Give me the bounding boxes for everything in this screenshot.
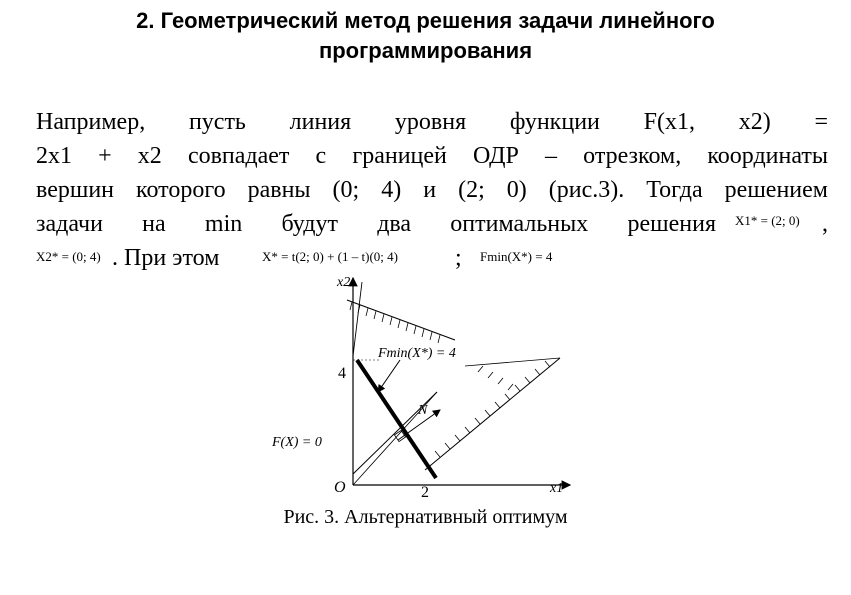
constraint-hatching-upper [350, 302, 440, 343]
formula-x1-star: X1* = (2; 0) [735, 213, 800, 228]
formula-x2-star: X2* = (0; 4) [36, 249, 101, 264]
formula-f-min: Fmin(X*) = 4 [480, 249, 553, 264]
paragraph-line-2: 2x1 + x2 совпадает с границей ОДР – отрезком, координаты [36, 143, 828, 169]
origin-label: O [334, 479, 346, 496]
normal-label: N [418, 403, 428, 418]
constraint-line-upper [347, 300, 455, 340]
level-line-extension [353, 282, 362, 356]
tick-label-y: 4 [338, 365, 346, 382]
paragraph-line-5-semicolon: ; [455, 245, 462, 271]
optimal-segment [357, 360, 436, 478]
fmin-label: Fmin(X*) = 4 [378, 346, 456, 361]
axis-x-label: x1 [550, 481, 564, 496]
figure-caption: Рис. 3. Альтернативный оптимум [283, 506, 568, 528]
formula-x-star: X* = t(2; 0) + (1 – t)(0; 4) [262, 249, 398, 264]
paragraph-line-1: Например, пусть линия уровня функции F(x1, x2) = [36, 109, 828, 135]
title-line-2: программирования [318, 38, 533, 63]
constraint-hatching-right [435, 361, 550, 457]
paragraph-line-4: задачи на min будут два оптимальных решения [36, 211, 716, 237]
paragraph-line-4-comma: , [822, 211, 828, 237]
fmin-pointer [378, 360, 400, 392]
paragraph-line-3: вершин которого равны (0; 4) и (2; 0) (рис.3). Тогда решением [36, 177, 828, 203]
title-line-1: 2. Геометрический метод решения задачи линейного [136, 8, 715, 33]
f-zero-label: F(X) = 0 [272, 435, 322, 450]
tick-label-x: 2 [421, 484, 429, 501]
paragraph-line-5: . При этом [112, 245, 220, 271]
axis-y-label: x2 [337, 275, 351, 290]
